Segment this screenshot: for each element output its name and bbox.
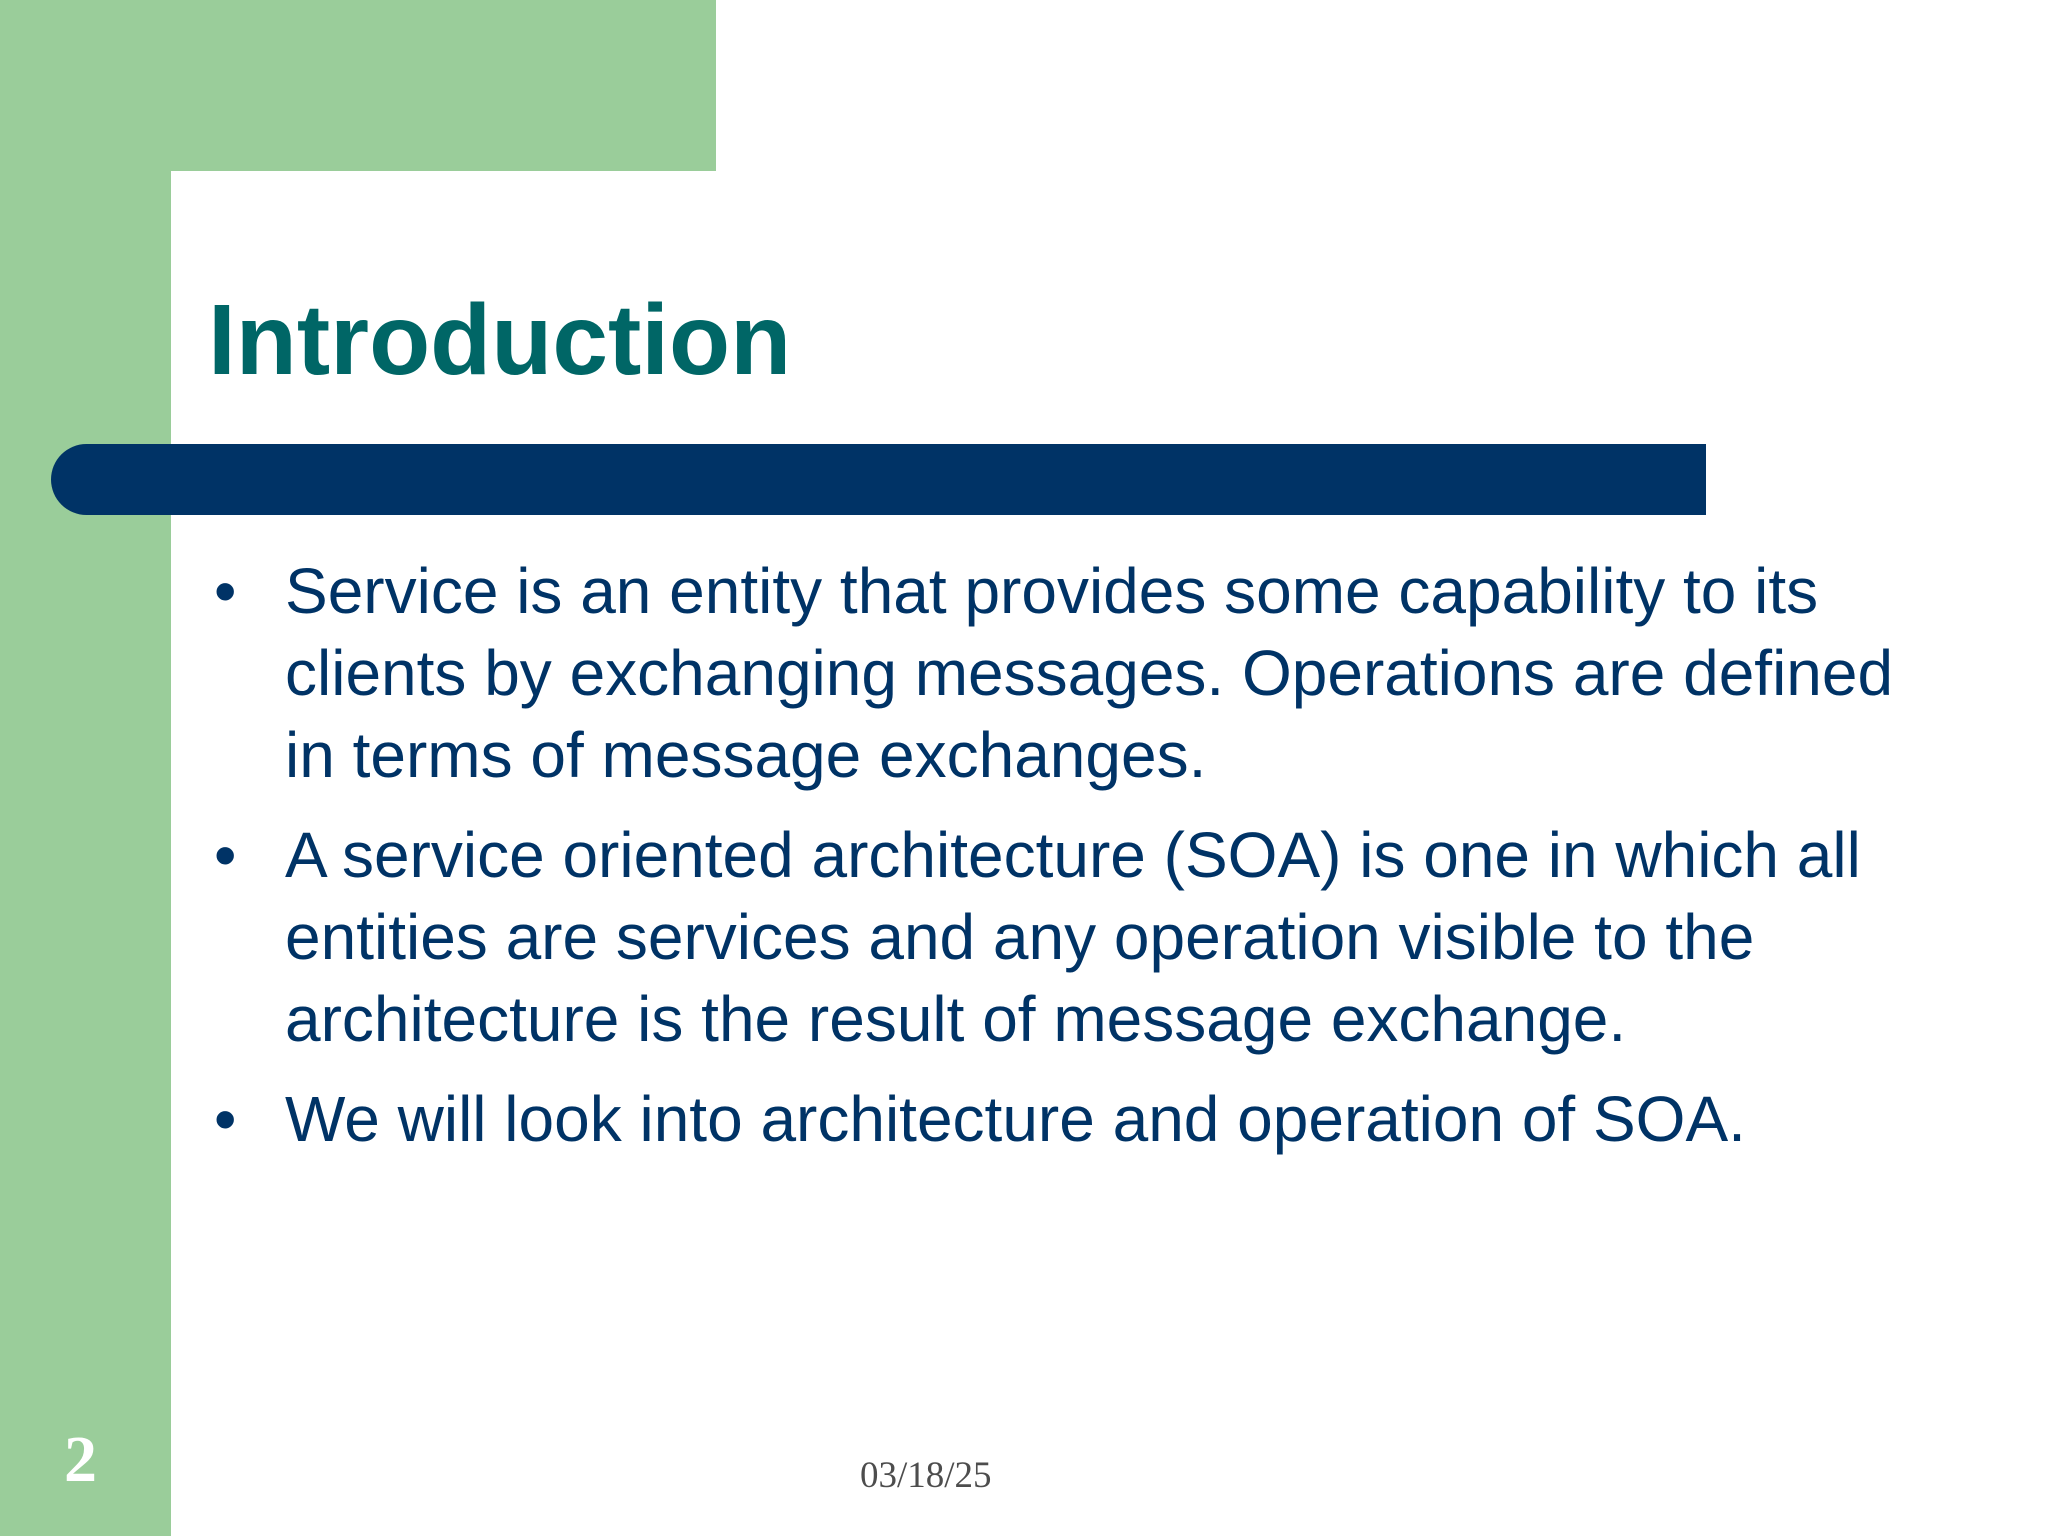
footer-date: 03/18/25 (860, 1455, 992, 1496)
green-sidebar (0, 0, 171, 1536)
bullet-text: We will look into architecture and operation of SOA. (285, 1083, 1746, 1155)
green-top-band (0, 0, 716, 171)
title-divider-bar (51, 444, 1706, 515)
bullet-item (208, 814, 1928, 1060)
bullet-item (208, 550, 1928, 796)
bullet-dot-icon: • (214, 1083, 237, 1155)
bullet-text: A service oriented architecture (SOA) is one in which all entities are services and any operation visible to the architecture is the result of message exchange. (285, 819, 1861, 1055)
bullet-list (208, 550, 1928, 1178)
bullet-text: Service is an entity that provides some capability to its clients by exchanging messages. Operations are defined in terms of message exchanges. (285, 555, 1894, 791)
bullet-dot-icon: • (214, 819, 237, 891)
bullet-item (208, 1078, 1928, 1160)
slide-title: Introduction (208, 284, 792, 396)
slide-number: 2 (64, 1423, 97, 1496)
bullet-dot-icon: • (214, 555, 237, 627)
